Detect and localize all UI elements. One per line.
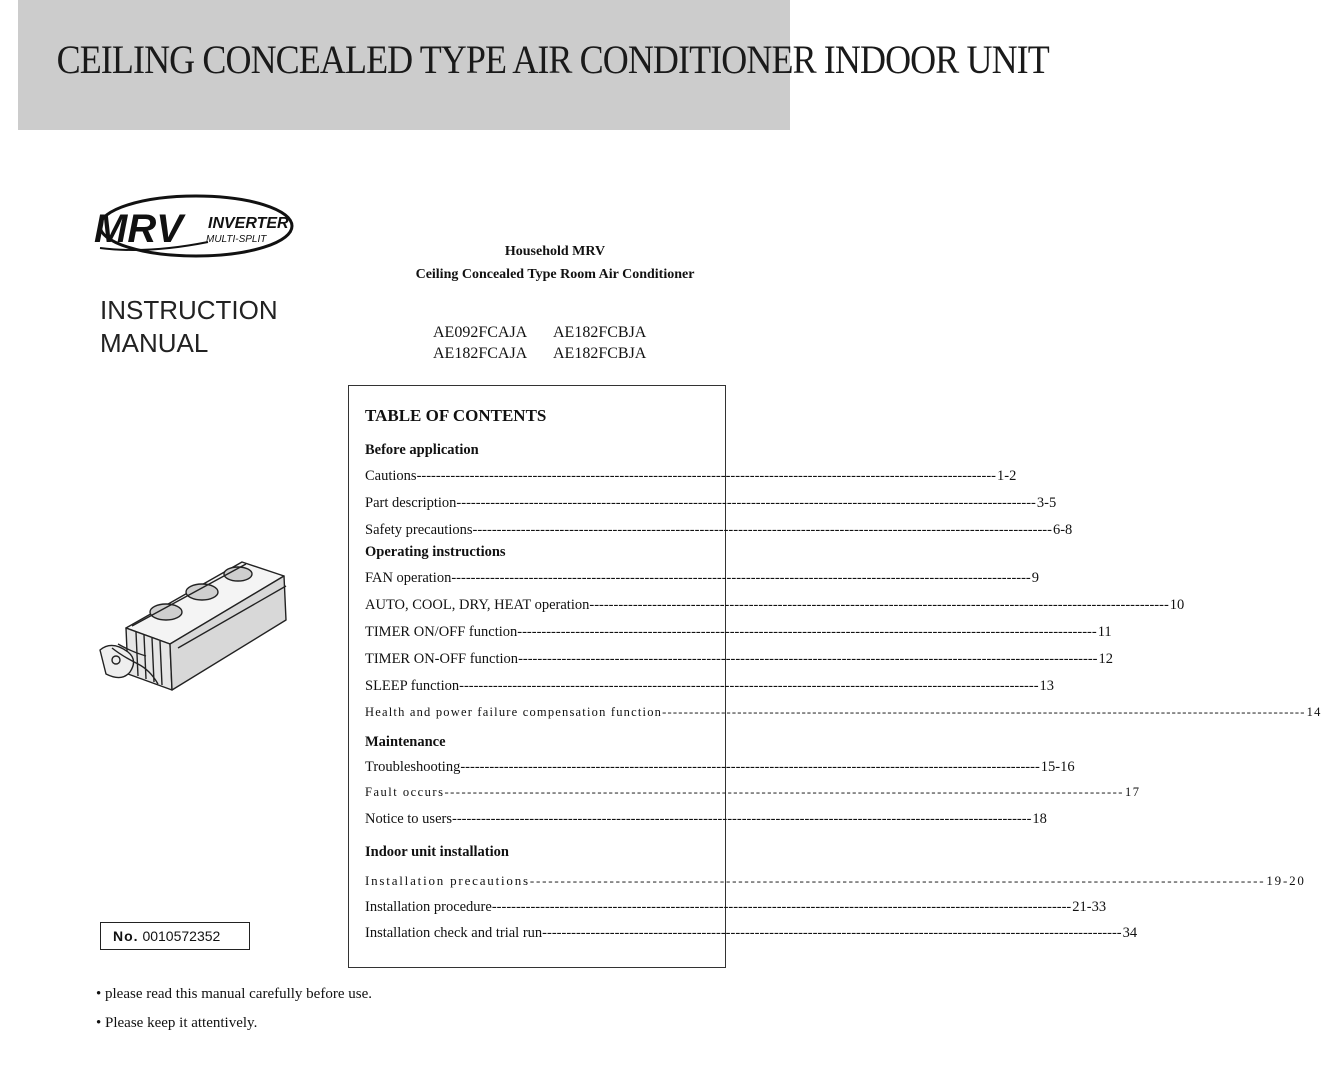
toc-item-label: SLEEP function — [365, 678, 460, 694]
toc-item-label: Cautions — [365, 468, 417, 484]
toc-item-label: Installation precautions — [365, 873, 530, 888]
manual-title-line1: INSTRUCTION — [100, 295, 278, 325]
toc-item-label: TIMER ON-OFF function — [365, 651, 519, 667]
serial-number: 0010572352 — [142, 928, 221, 944]
toc-leader: ------------------------------------------------------------------------------------------------------------------------ — [451, 811, 1032, 827]
toc-leader: ------------------------------------------------------------------------------------------------------------------------ — [459, 678, 1039, 694]
product-line1: Household MRV — [504, 244, 606, 259]
svg-text:MRV: MRV — [94, 207, 183, 251]
toc-leader: ------------------------------------------------------------------------------------------------------------------------ — [542, 925, 1122, 941]
toc-item-page: 21-33 — [1072, 899, 1107, 915]
toc-item-page: 13 — [1039, 678, 1055, 694]
toc-item[interactable] — [365, 570, 1040, 587]
toc-leader: ------------------------------------------------------------------------------------------------------------------------ — [662, 705, 1306, 719]
model-row — [433, 322, 673, 343]
toc-item-label: AUTO, COOL, DRY, HEAT operation — [365, 597, 590, 613]
model-number: AE182FCAJA — [433, 345, 528, 362]
product-heading — [360, 240, 750, 286]
serial-label: No. — [113, 928, 139, 944]
toc-item-label: Notice to users — [365, 811, 452, 827]
manual-title-line2: MANUAL — [100, 328, 209, 358]
toc-item-page: 11 — [1097, 624, 1112, 640]
toc-leader: ------------------------------------------------------------------------------------------------------------------------ — [456, 495, 1036, 511]
toc-item[interactable] — [365, 925, 1138, 942]
toc-item-page: 34 — [1122, 925, 1138, 941]
toc-item-page: 9 — [1031, 570, 1040, 586]
toc-item[interactable] — [365, 811, 1047, 828]
toc-item-label: TIMER ON/OFF function — [365, 624, 518, 640]
toc-section-heading: Operating instructions — [365, 544, 506, 560]
toc-leader: ------------------------------------------------------------------------------------------------------------------------ — [416, 468, 996, 484]
toc-leader: ------------------------------------------------------------------------------------------------------------------------ — [472, 522, 1052, 538]
toc-item-page: 1-2 — [997, 468, 1017, 484]
toc-item-label: Troubleshooting — [365, 759, 461, 775]
toc-item-page: 10 — [1169, 597, 1185, 613]
notes-list — [96, 980, 372, 1038]
toc-item[interactable] — [365, 678, 1055, 695]
toc-leader: ------------------------------------------------------------------------------------------------------------------------ — [491, 899, 1072, 915]
model-row — [433, 343, 673, 364]
model-list — [433, 322, 673, 364]
toc-leader: ------------------------------------------------------------------------------------------------------------------------ — [460, 759, 1040, 775]
toc-item[interactable] — [365, 785, 1141, 800]
toc-leader: ------------------------------------------------------------------------------------------------------------------------ — [517, 624, 1097, 640]
toc-leader: ------------------------------------------------------------------------------------------------------------------------ — [529, 873, 1266, 888]
toc-item-label: Installation procedure — [365, 899, 492, 915]
indoor-unit-illustration — [92, 552, 302, 712]
toc-item[interactable] — [365, 468, 1017, 485]
toc-section-heading: Before application — [365, 442, 479, 458]
toc-item-page: 15-16 — [1040, 759, 1075, 775]
document-title: CEILING CONCEALED TYPE AIR CONDITIONER INDOOR UNIT — [56, 37, 1049, 82]
toc-item-label: FAN operation — [365, 570, 452, 586]
toc-item-label: Fault occurs — [365, 785, 445, 799]
toc-section-heading: Indoor unit installation — [365, 844, 509, 860]
toc-item[interactable] — [365, 624, 1112, 641]
model-number: AE092FCAJA — [433, 324, 528, 341]
toc-item[interactable] — [365, 873, 1306, 889]
table-of-contents — [348, 385, 1322, 968]
serial-number-box — [100, 922, 250, 950]
toc-leader: ------------------------------------------------------------------------------------------------------------------------ — [451, 570, 1031, 586]
toc-item[interactable] — [365, 899, 1107, 916]
toc-item[interactable] — [365, 705, 1322, 720]
toc-item[interactable] — [365, 495, 1057, 512]
model-number: AE182FCBJA — [553, 345, 647, 362]
toc-leader: ------------------------------------------------------------------------------------------------------------------------ — [518, 651, 1098, 667]
manual-title — [100, 294, 278, 360]
toc-leader: ------------------------------------------------------------------------------------------------------------------------ — [589, 597, 1169, 613]
toc-title: TABLE OF CONTENTS — [365, 406, 547, 425]
toc-item-label: Part description — [365, 495, 457, 511]
svg-text:INVERTER: INVERTER — [208, 215, 289, 232]
note-text: Please keep it attentively. — [105, 1015, 258, 1031]
toc-section-heading: Maintenance — [365, 734, 446, 750]
toc-item-page: 12 — [1098, 651, 1113, 667]
toc-item-page: 19-20 — [1266, 873, 1306, 888]
note-item: • please read this manual carefully before use. — [96, 986, 372, 1002]
mrv-inverter-logo — [88, 190, 298, 264]
toc-item-page: 14 — [1306, 705, 1322, 719]
model-number: AE182FCBJA — [553, 324, 647, 341]
toc-item-page: 6-8 — [1052, 522, 1073, 538]
toc-item[interactable] — [365, 597, 1185, 614]
toc-item-label: Safety precautions — [365, 522, 473, 538]
toc-item-page: 3-5 — [1036, 495, 1057, 511]
svg-text:MULTI-SPLIT: MULTI-SPLIT — [206, 234, 267, 245]
product-line2: Ceiling Concealed Type Room Air Conditioner — [415, 267, 695, 282]
toc-item[interactable] — [365, 522, 1073, 539]
toc-item-label: Health and power failure compensation function — [365, 705, 663, 719]
toc-item[interactable] — [365, 651, 1113, 668]
toc-item[interactable] — [365, 759, 1075, 776]
title-banner — [18, 0, 1049, 130]
note-text: please read this manual carefully before use. — [105, 986, 372, 1002]
note-item: • Please keep it attentively. — [96, 1015, 258, 1031]
toc-item-label: Installation check and trial run — [365, 925, 543, 941]
toc-item-page: 18 — [1032, 811, 1047, 827]
toc-leader: ------------------------------------------------------------------------------------------------------------------------ — [444, 785, 1124, 799]
toc-item-page: 17 — [1124, 785, 1141, 799]
